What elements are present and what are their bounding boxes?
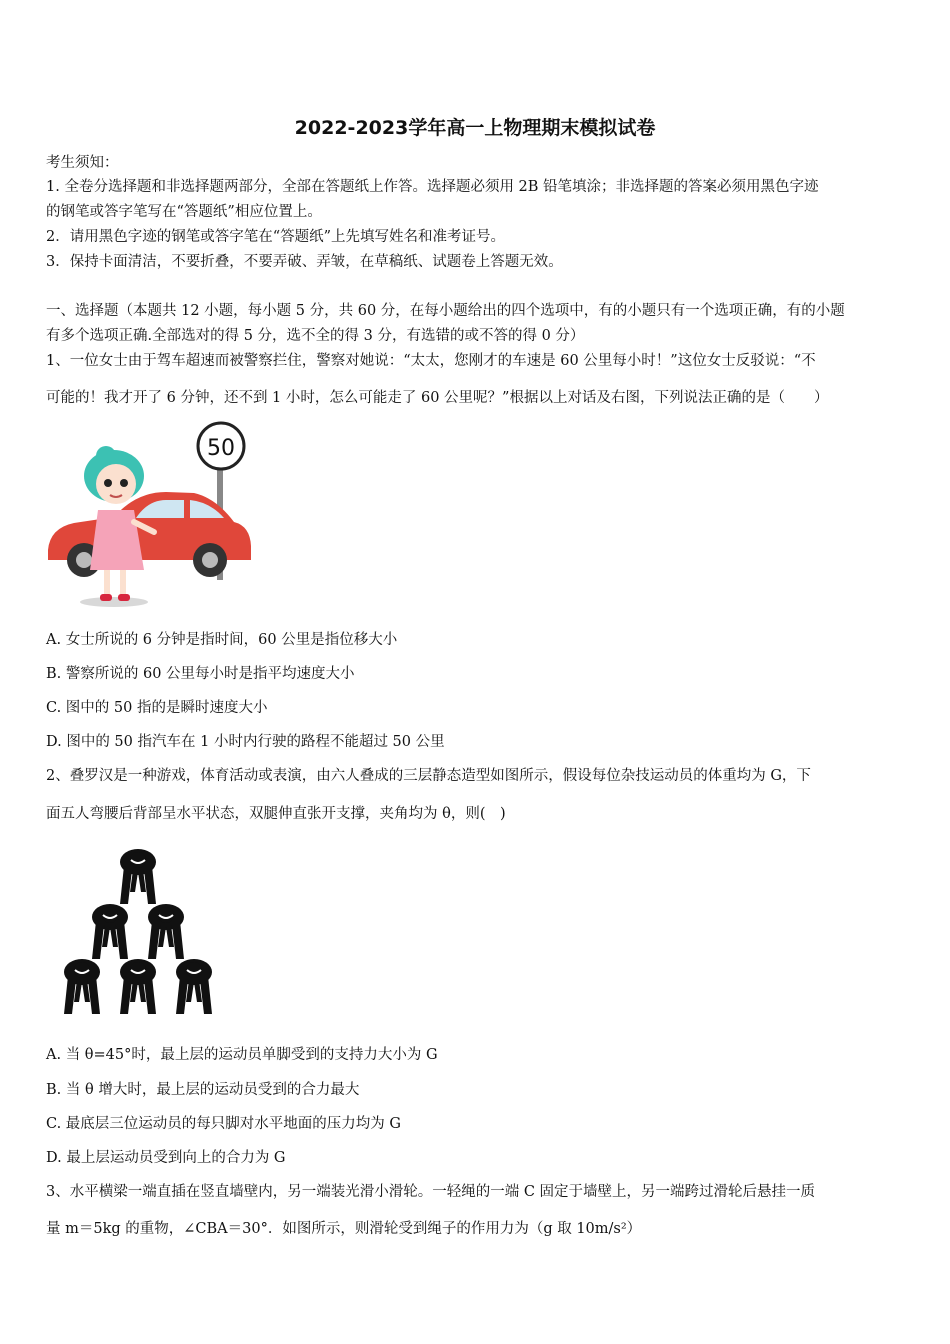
notice-item-2: 2．请用黑色字迹的钢笔或答字笔在“答题纸”上先填写姓名和准考证号。 xyxy=(46,229,506,245)
page-title: 2022-2023学年高一上物理期末模拟试卷 xyxy=(294,117,656,139)
q2-option-c: C. 最底层三位运动员的每只脚对水平地面的压力均为 G xyxy=(46,1116,401,1132)
q1-option-a: A. 女士所说的 6 分钟是指时间，60 公里是指位移大小 xyxy=(46,632,398,648)
q2-option-a: A. 当 θ=45°时，最上层的运动员单脚受到的支持力大小为 G xyxy=(46,1047,438,1063)
notice-item-1: 1. 全卷分选择题和非选择题两部分，全部在答题纸上作答。选择题必须用 2B 铅笔填涂；非选择题的答案必须用黑色字迹 xyxy=(46,179,819,195)
acrobat-bottom-right-icon xyxy=(176,959,212,1014)
section-instructions-line1: 一、选择题（本题共 12 小题，每小题 5 分，共 60 分，在每小题给出的四个选项中，有的小题只有一个选项正确，有的小题 xyxy=(46,303,845,319)
q1-stem-line2: 可能的！我才开了 6 分钟，还不到 1 小时，怎么可能走了 60 公里呢？”根据以上对话及右图，下列说法正确的是（ ） xyxy=(46,390,829,406)
acrobat-bottom-left-icon xyxy=(64,959,100,1014)
notice-heading: 考生须知： xyxy=(46,155,119,171)
q1-stem-line1: 1、一位女士由于驾车超速而被警察拦住，警察对她说：“太太，您刚才的车速是 60 公里每小时！”这位女士反驳说：“不 xyxy=(46,353,816,369)
acrobat-top-icon xyxy=(120,849,156,904)
q2-stem-line2: 面五人弯腰后背部呈水平状态，双腿伸直张开支撑，夹角均为 θ，则( ) xyxy=(46,806,506,822)
q3-stem-line2: 量 m＝5kg 的重物，∠CBA＝30°．如图所示，则滑轮受到绳子的作用力为（g 取 10m/s²） xyxy=(46,1221,642,1237)
q2-human-pyramid-figure xyxy=(58,842,218,1024)
q1-option-c: C. 图中的 50 指的是瞬时速度大小 xyxy=(46,700,268,716)
q2-option-d: D. 最上层运动员受到向上的合力为 G xyxy=(46,1150,286,1166)
acrobat-middle-left-icon xyxy=(92,904,128,959)
section-instructions-line2: 有多个选项正确.全部选对的得 5 分，选不全的得 3 分，有选错的或不答的得 0 分） xyxy=(46,328,585,344)
q2-stem-line1: 2、叠罗汉是一种游戏，体育活动或表演，由六人叠成的三层静态造型如图所示，假设每位杂技运动员的体重均为 G，下 xyxy=(46,768,811,784)
acrobat-bottom-middle-icon xyxy=(120,959,156,1014)
q3-stem-line1: 3、水平横梁一端直插在竖直墙壁内，另一端装光滑小滑轮。一轻绳的一端 C 固定于墙壁上，另一端跨过滑轮后悬挂一质 xyxy=(46,1184,816,1200)
notice-item-3: 3．保持卡面清洁，不要折叠，不要弄破、弄皱，在草稿纸、试题卷上答题无效。 xyxy=(46,254,563,270)
speed-sign-number: 50 xyxy=(207,436,235,461)
q2-option-b: B. 当 θ 增大时，最上层的运动员受到的合力最大 xyxy=(46,1082,360,1098)
q1-option-d: D. 图中的 50 指汽车在 1 小时内行驶的路程不能超过 50 公里 xyxy=(46,734,445,750)
acrobat-middle-right-icon xyxy=(148,904,184,959)
car-icon xyxy=(48,492,251,607)
q1-figure xyxy=(44,420,259,612)
q1-option-b: B. 警察所说的 60 公里每小时是指平均速度大小 xyxy=(46,666,355,682)
notice-item-1-cont: 的钢笔或答字笔写在“答题纸”相应位置上。 xyxy=(46,204,322,220)
